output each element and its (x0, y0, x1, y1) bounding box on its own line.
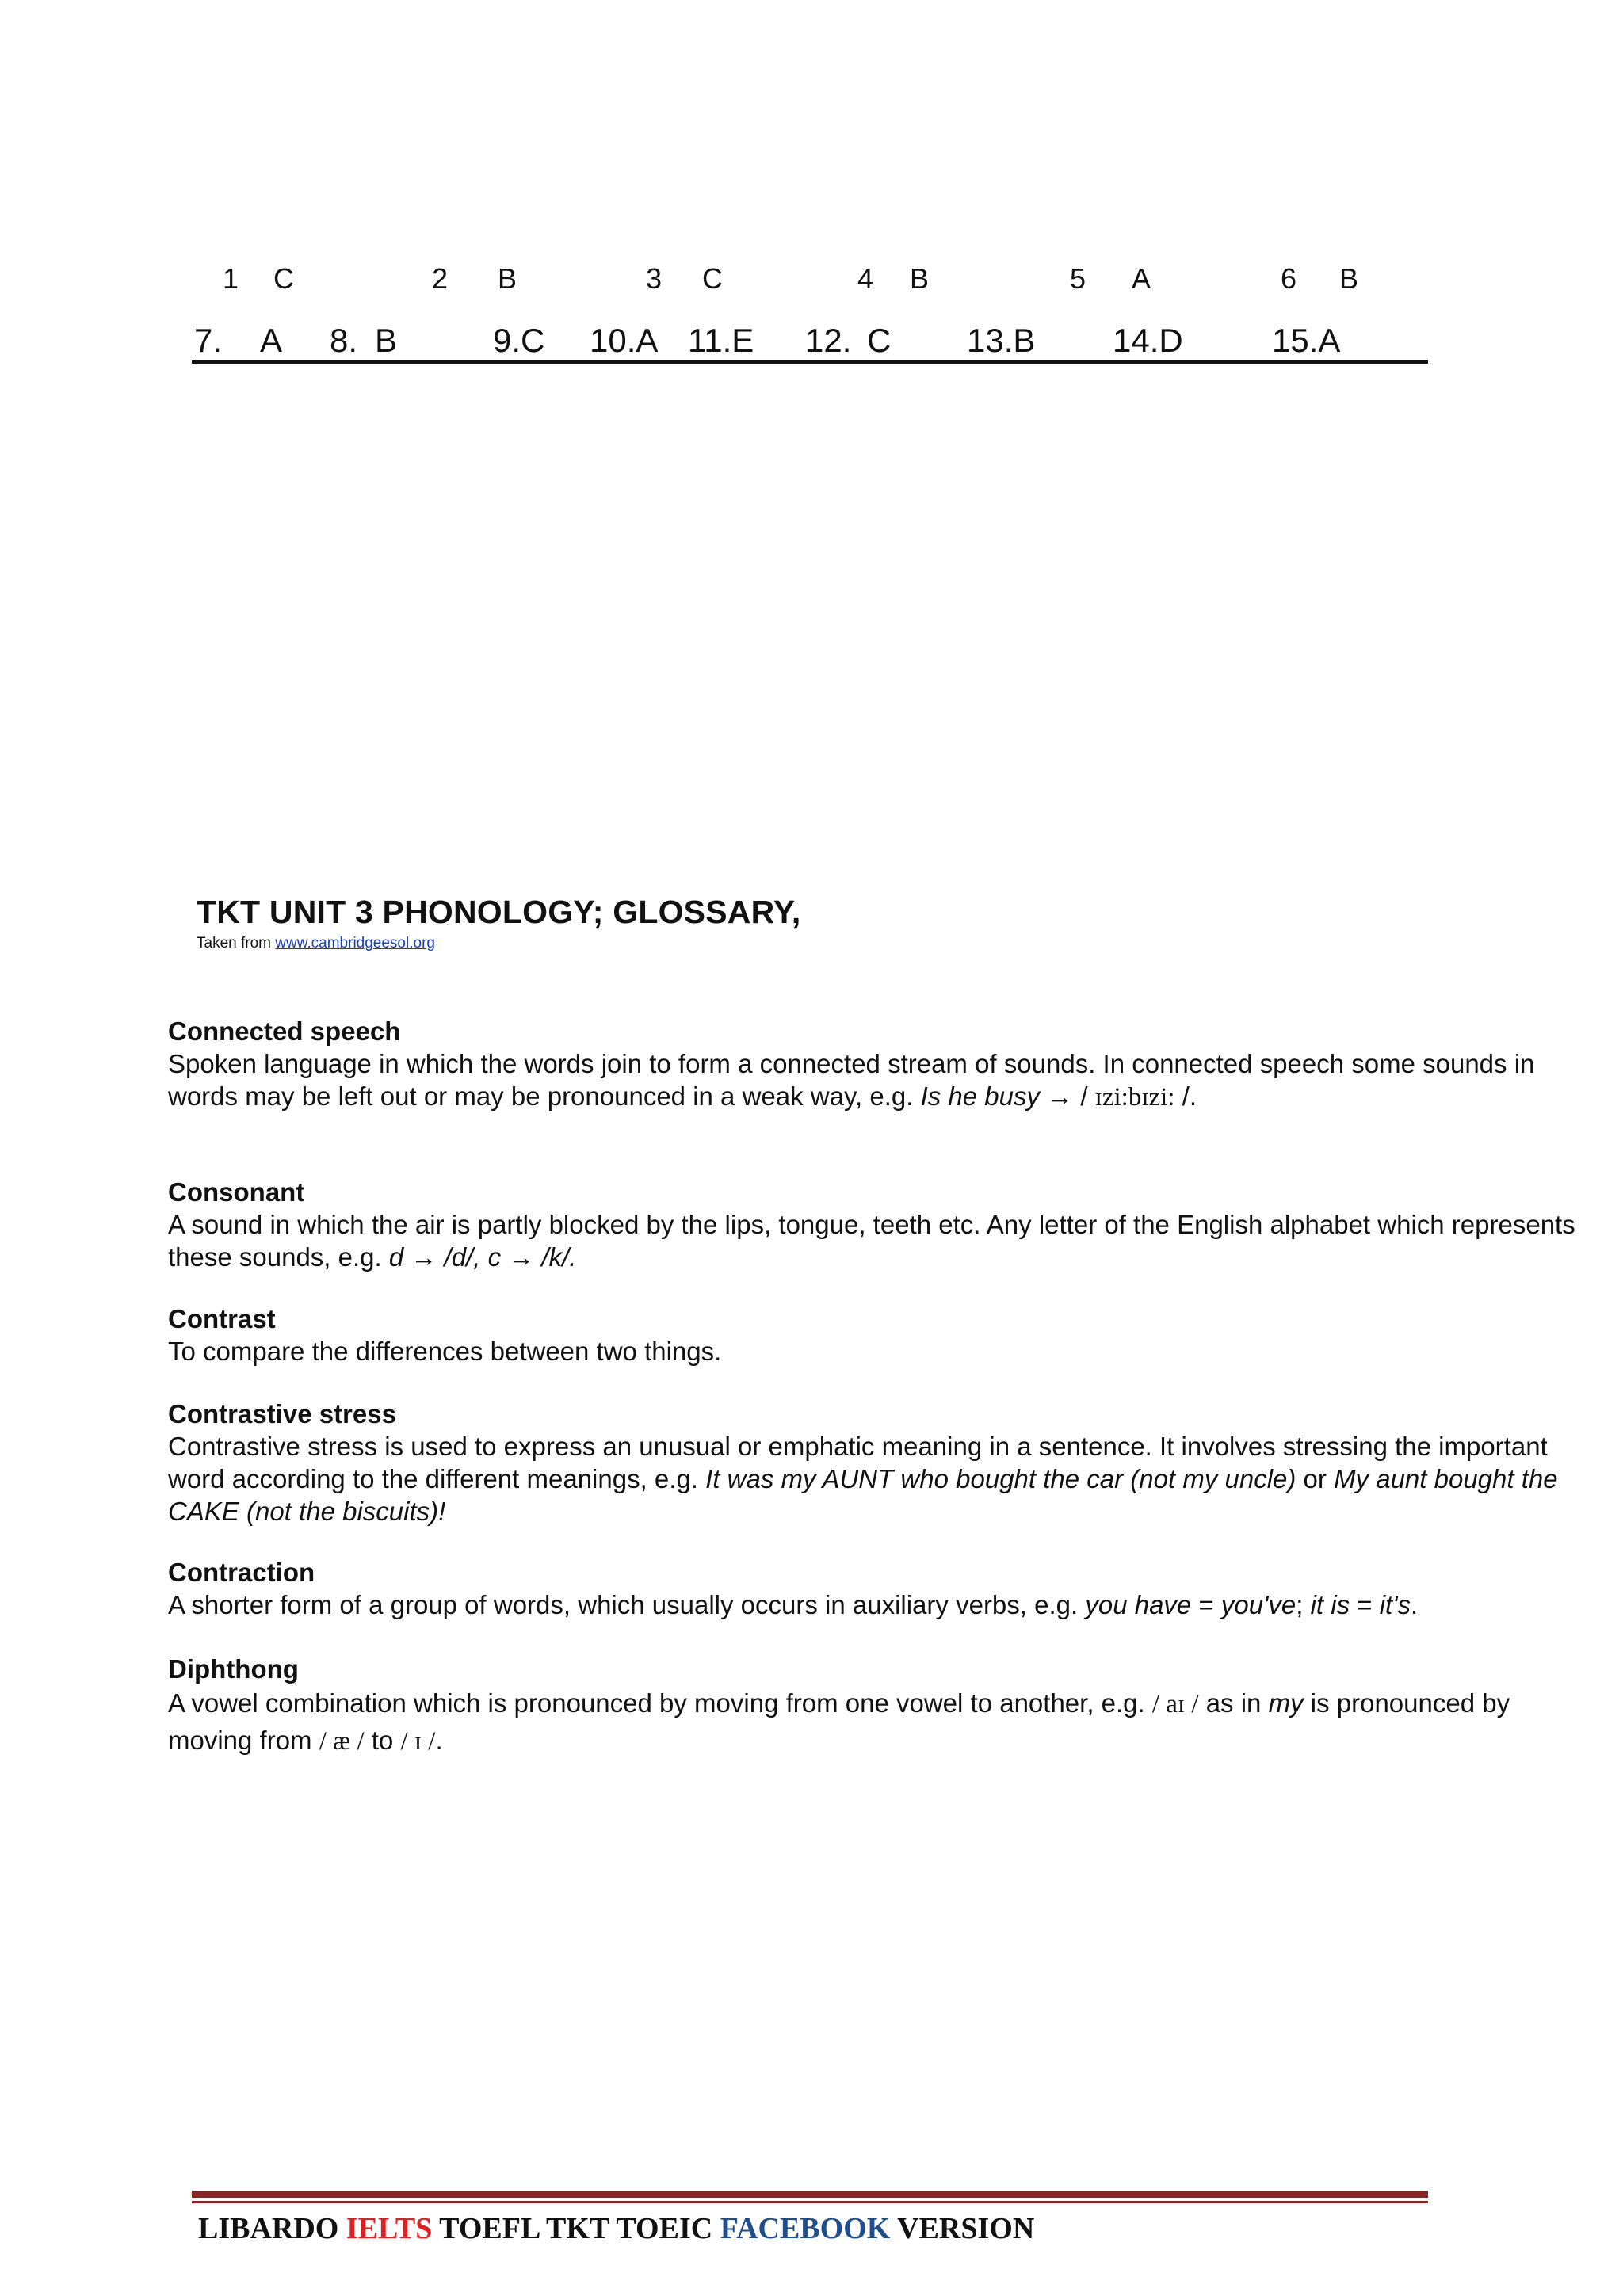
glossary-definition: A vowel combination which is pronounced by moving from one vowel to another, e.g. / aɪ / as in my is pronounced by moving from / æ / to / ɪ /. (168, 1688, 1510, 1756)
example-text: it's (1379, 1590, 1411, 1619)
answer-item: 14.D (1113, 322, 1183, 359)
glossary-entry-consonant (168, 1177, 1594, 1273)
glossary-entry-contraction (168, 1557, 1594, 1621)
example-text: d → /d/, c → /k/. (388, 1242, 577, 1272)
glossary-term: Diphthong (168, 1654, 299, 1684)
answer-item: 7. (194, 322, 223, 359)
answer-item: A (260, 322, 283, 359)
answer-item: 10.A (590, 322, 659, 359)
glossary-entry-contrastive-stress (168, 1398, 1594, 1527)
answer-number: 1 (223, 262, 239, 295)
ipa-transcription: / ɪ / (400, 1727, 436, 1756)
glossary-term: Consonant (168, 1177, 305, 1207)
glossary-definition: Spoken language in which the words join to form a connected stream of sounds. In connected speech some sounds in words may be left out or may be pronounced in a weak way, e.g. Is he busy → / ɪzi:bɪzi: /. (168, 1049, 1535, 1112)
glossary-entry-connected-speech (168, 1016, 1594, 1114)
footer-rule-thick (192, 2191, 1428, 2198)
glossary-definition: A sound in which the air is partly blocked by the lips, tongue, teeth etc. Any letter of the English alphabet which represents these sounds, e.g. d → /d/, c → /k/. (168, 1210, 1575, 1272)
answer-key-row-2 (0, 321, 1623, 360)
answer-letter: A (1132, 262, 1151, 295)
answer-item: 15.A (1272, 322, 1341, 359)
glossary-entry-contrast (168, 1303, 1594, 1367)
answer-number: 3 (646, 262, 663, 295)
footer-rule-thin (192, 2201, 1428, 2203)
answer-letter: C (273, 262, 294, 295)
answer-item: 13.B (967, 322, 1036, 359)
answer-letter: B (910, 262, 930, 295)
glossary-term: Contrastive stress (168, 1399, 396, 1428)
footer-ielts: IELTS (346, 2212, 433, 2245)
example-text: Is he busy (920, 1081, 1040, 1111)
answer-number: 6 (1281, 262, 1297, 295)
glossary-entry-diphthong (168, 1653, 1594, 1760)
example-text: you have (1085, 1590, 1192, 1619)
ipa-transcription: ɪzi:bɪzi: (1094, 1083, 1175, 1112)
answer-key-row-1 (0, 261, 1623, 296)
glossary-definition: Contrastive stress is used to express an unusual or emphatic meaning in a sentence. It involves stressing the important word according to the different meanings, e.g. It was my AUNT who bought the car (not my uncle) or My aunt bought the CAKE (not the biscuits)! (168, 1432, 1558, 1526)
footer-banner: LIBARDO IELTS TOEFL TKT TOEIC FACEBOOK VERSION (198, 2212, 1035, 2245)
answer-number: 5 (1070, 262, 1086, 295)
answer-key-underline (192, 360, 1428, 364)
page-title: TKT UNIT 3 PHONOLOGY; GLOSSARY, (197, 894, 801, 930)
answer-item: 9.C (493, 322, 545, 359)
answer-letter: B (1339, 262, 1359, 295)
example-text: It was my AUNT who bought the car (not my uncle) (705, 1464, 1296, 1493)
answer-item: B (375, 322, 398, 359)
glossary-definition: To compare the differences between two things. (168, 1337, 722, 1366)
answer-number: 4 (857, 262, 874, 295)
glossary-term: Contrast (168, 1304, 276, 1333)
example-text: it is (1310, 1590, 1350, 1619)
answer-letter: C (702, 262, 723, 295)
example-text: my (1268, 1688, 1304, 1718)
footer-facebook: FACEBOOK (720, 2212, 891, 2245)
example-text: you've (1220, 1590, 1296, 1619)
answer-letter: B (498, 262, 517, 295)
ipa-transcription: / æ / (319, 1727, 365, 1756)
glossary-term: Connected speech (168, 1016, 401, 1046)
glossary-term: Contraction (168, 1558, 315, 1587)
answer-item: 11.E (688, 322, 754, 359)
answer-number: 2 (432, 262, 449, 295)
example-text: My aunt bought the CAKE (not the biscuits)! (168, 1464, 1558, 1526)
glossary-definition: A shorter form of a group of words, which usually occurs in auxiliary verbs, e.g. you have = you've; it is = it's. (168, 1590, 1419, 1619)
source-link[interactable]: www.cambridgeesol.org (275, 935, 435, 952)
source-prefix: Taken from (197, 935, 276, 952)
answer-item: 12. (805, 322, 852, 359)
source-line (197, 935, 435, 952)
answer-item: C (867, 322, 892, 359)
ipa-transcription: / aɪ / (1151, 1690, 1199, 1718)
answer-item: 8. (330, 322, 358, 359)
